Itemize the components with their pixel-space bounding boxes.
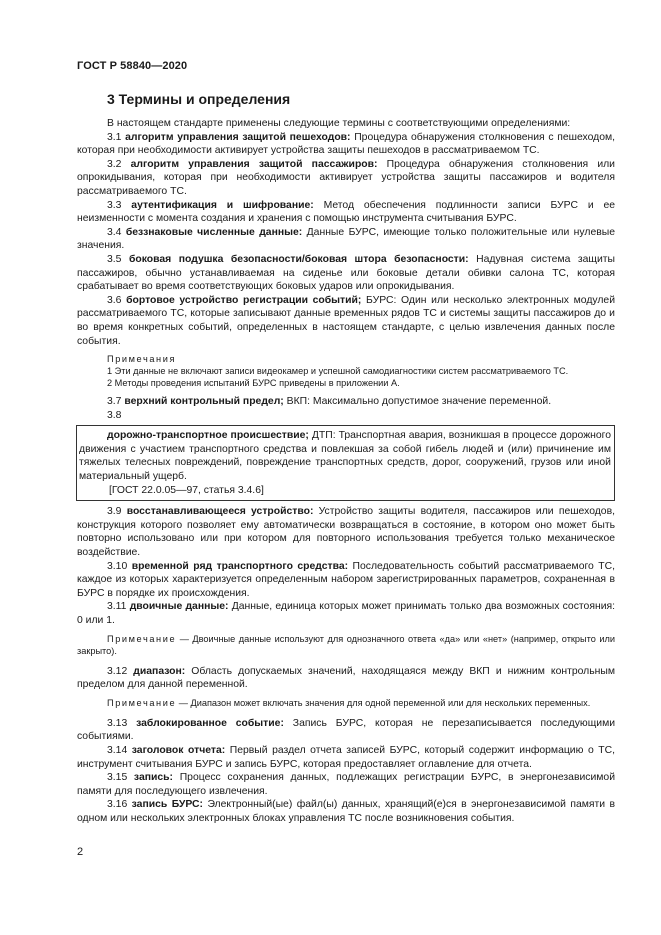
term-definition: Надувная система защиты пассажиров, обычно устанавливаемая на сиденье или боковые детали обивки салона ТС, которая срабатывает во время соответствующих боковых ударов или опрокидывания. bbox=[77, 253, 616, 293]
term-definition: Электронный(ые) файл(ы) данных, хранящий(е)ся в энергонезависимой памяти в одном или нескольких электронных блоках управления ТС после возникновения события. bbox=[77, 799, 616, 824]
term-name: беззнаковые численные данные: bbox=[125, 226, 303, 238]
term-name: диапазон: bbox=[133, 665, 186, 677]
term-3-8-box bbox=[76, 425, 615, 501]
note-line-1: 1 Эти данные не включают записи видеокамер и успешной самодиагностики систем рассматриваемого ТС. bbox=[107, 366, 569, 377]
term-number: 3.14 bbox=[107, 744, 128, 756]
notes-block bbox=[77, 353, 615, 389]
term-3-6 bbox=[77, 294, 615, 348]
term-3-1 bbox=[77, 131, 615, 158]
intro-paragraph: В настоящем стандарте применены следующие термины с соответствующими определениями: bbox=[107, 118, 571, 129]
term-name: запись: bbox=[133, 772, 174, 784]
terms-group-a bbox=[77, 131, 615, 349]
term-3-4 bbox=[77, 226, 615, 253]
term-definition: Процедура обнаружения столкновения или опрокидывания, которая при необходимости активирует устройства защиты пассажиров и водителя рассматриваемого ТС. bbox=[77, 158, 615, 197]
term-3-11 bbox=[77, 600, 615, 627]
term-name: двоичные данные: bbox=[129, 601, 229, 613]
notes-heading: Примечания bbox=[107, 354, 177, 365]
term-definition: Процедура обнаружения столкновения с пешеходом, которая при необходимости активирует устройства защиты пешеходов в рассматриваемом ТС. bbox=[77, 131, 616, 157]
term-definition: Устройство защиты водителя, пассажиров или пешеходов, конструкция которого позволяет ему автоматически возвращаться в состояние, в котором оно может быть повторно использовано или при котором для повторного использования требуется только механическое воздействие. bbox=[77, 506, 615, 559]
note-label: Примечание bbox=[107, 633, 177, 644]
page-number: 2 bbox=[77, 846, 84, 858]
term-3-3 bbox=[77, 199, 615, 226]
term-definition: БУРС: Один или несколько электронных модулей рассматриваемого ТС, которые записывают данные временных рядов ТС и системы защиты пассажиров до и во время конкретных событий, определенных в настоящем стандарте, с целью извлечения данных после события. bbox=[77, 294, 616, 347]
term-3-14 bbox=[77, 744, 615, 771]
note-label: Примечание bbox=[107, 697, 177, 708]
term-3-7 bbox=[77, 395, 615, 409]
term-name: заголовок отчета: bbox=[131, 744, 226, 756]
term-definition: Метод обеспечения подлинности записи БУРС и ее неизменности с момента создания и хранения с помощью инструмента считывания БУРС. bbox=[77, 199, 616, 225]
term-definition: Первый раздел отчета записей БУРС, который содержит информацию о ТС, инструмент считывания БУРС и запись БУРС, которая предоставляет оглавление для отчета. bbox=[77, 744, 616, 770]
term-number: 3.9 bbox=[107, 506, 122, 518]
terms-group-b bbox=[77, 505, 615, 627]
section-title: 3 Термины и определения bbox=[107, 91, 291, 107]
term-3-16 bbox=[77, 798, 615, 825]
term-name: бортовое устройство регистрации событий; bbox=[126, 294, 362, 306]
term-number: 3.13 bbox=[107, 717, 128, 729]
term-number: 3.3 bbox=[107, 199, 122, 211]
term-3-8 bbox=[79, 429, 611, 483]
term-name: заблокированное событие: bbox=[136, 717, 284, 729]
term-3-15 bbox=[77, 771, 615, 798]
term-3-9 bbox=[77, 505, 615, 559]
term-3-12 bbox=[77, 665, 615, 692]
term-3-13 bbox=[77, 717, 615, 744]
term-definition: Запись БУРС, которая не перезаписывается последующими событиями. bbox=[77, 717, 616, 743]
term-number: 3.5 bbox=[107, 253, 122, 265]
term-name: алгоритм управления защитой пассажиров: bbox=[130, 158, 378, 170]
term-number: 3.1 bbox=[107, 131, 122, 143]
term-number: 3.7 bbox=[107, 396, 122, 408]
term-name: аутентификация и шифрование: bbox=[131, 199, 314, 211]
term-number: 3.10 bbox=[107, 560, 128, 572]
term-definition: ВКП: Максимально допустимое значение переменной. bbox=[286, 396, 552, 408]
term-3-5 bbox=[77, 253, 615, 294]
term-number: 3.11 bbox=[107, 601, 127, 613]
note-3-12 bbox=[77, 697, 615, 709]
term-definition: Последовательность событий рассматриваемого ТС, каждое из которых характеризуется определенным набором зарегистрированных параметров, сохраненная в БУРС в порядке их происхождения. bbox=[77, 560, 615, 599]
note-text: — Диапазон может включать значения для одной переменной или для нескольких переменных. bbox=[176, 697, 591, 708]
term-name: запись БУРС: bbox=[131, 799, 204, 811]
term-number: 3.16 bbox=[107, 799, 128, 811]
term-definition: Процесс сохранения данных, подлежащих регистрации БУРС, в энергонезависимой памяти для последующего извлечения. bbox=[77, 772, 615, 797]
note-text: — Двоичные данные используют для однозначного ответа «да» или «нет» (например, открыто или закрыто). bbox=[77, 633, 615, 656]
term-name: восстанавливающееся устройство: bbox=[126, 506, 314, 518]
term-name: временной ряд транспортного средства: bbox=[131, 560, 349, 572]
document-header: ГОСТ Р 58840—2020 bbox=[77, 60, 188, 72]
term-name: алгоритм управления защитой пешеходов: bbox=[125, 131, 351, 143]
term-definition: Область допускаемых значений, находящаяся между ВКП и нижним контрольным пределом для данной переменной. bbox=[77, 665, 616, 691]
term-number: 3.4 bbox=[107, 226, 122, 238]
term-source: [ГОСТ 22.0.05—97, статья 3.4.6] bbox=[109, 484, 264, 496]
term-number: 3.12 bbox=[107, 665, 128, 677]
term-name: верхний контрольный предел; bbox=[124, 396, 284, 408]
term-definition: ДТП: Транспортная авария, возникшая в процессе дорожного движения с участием транспортного средства и повлекшая за собой гибель людей и (или) причинение им тяжелых телесных повреждений, повреждение транспортных средств, дорог, сооружений, грузов или иной материальный ущерб. bbox=[79, 430, 612, 483]
terms-group-c bbox=[77, 717, 615, 826]
term-number: 3.6 bbox=[107, 294, 122, 306]
term-name: боковая подушка безопасности/боковая штора безопасности: bbox=[128, 253, 469, 265]
document-body bbox=[77, 117, 615, 826]
term-3-10 bbox=[77, 560, 615, 601]
term-3-2 bbox=[77, 158, 615, 199]
note-3-11 bbox=[77, 633, 615, 657]
note-line-2: 2 Методы проведения испытаний БУРС приведены в приложении А. bbox=[107, 378, 400, 389]
term-number: 3.2 bbox=[107, 158, 122, 170]
term-number: 3.15 bbox=[107, 772, 128, 784]
term-name: дорожно-транспортное происшествие; bbox=[107, 430, 309, 442]
term-3-8-number: 3.8 bbox=[107, 409, 122, 421]
term-definition: Данные, единица которых может принимать только два возможных состояния: 0 или 1. bbox=[77, 601, 616, 626]
term-definition: Данные БУРС, имеющие только положительные или нулевые значения. bbox=[77, 226, 615, 252]
